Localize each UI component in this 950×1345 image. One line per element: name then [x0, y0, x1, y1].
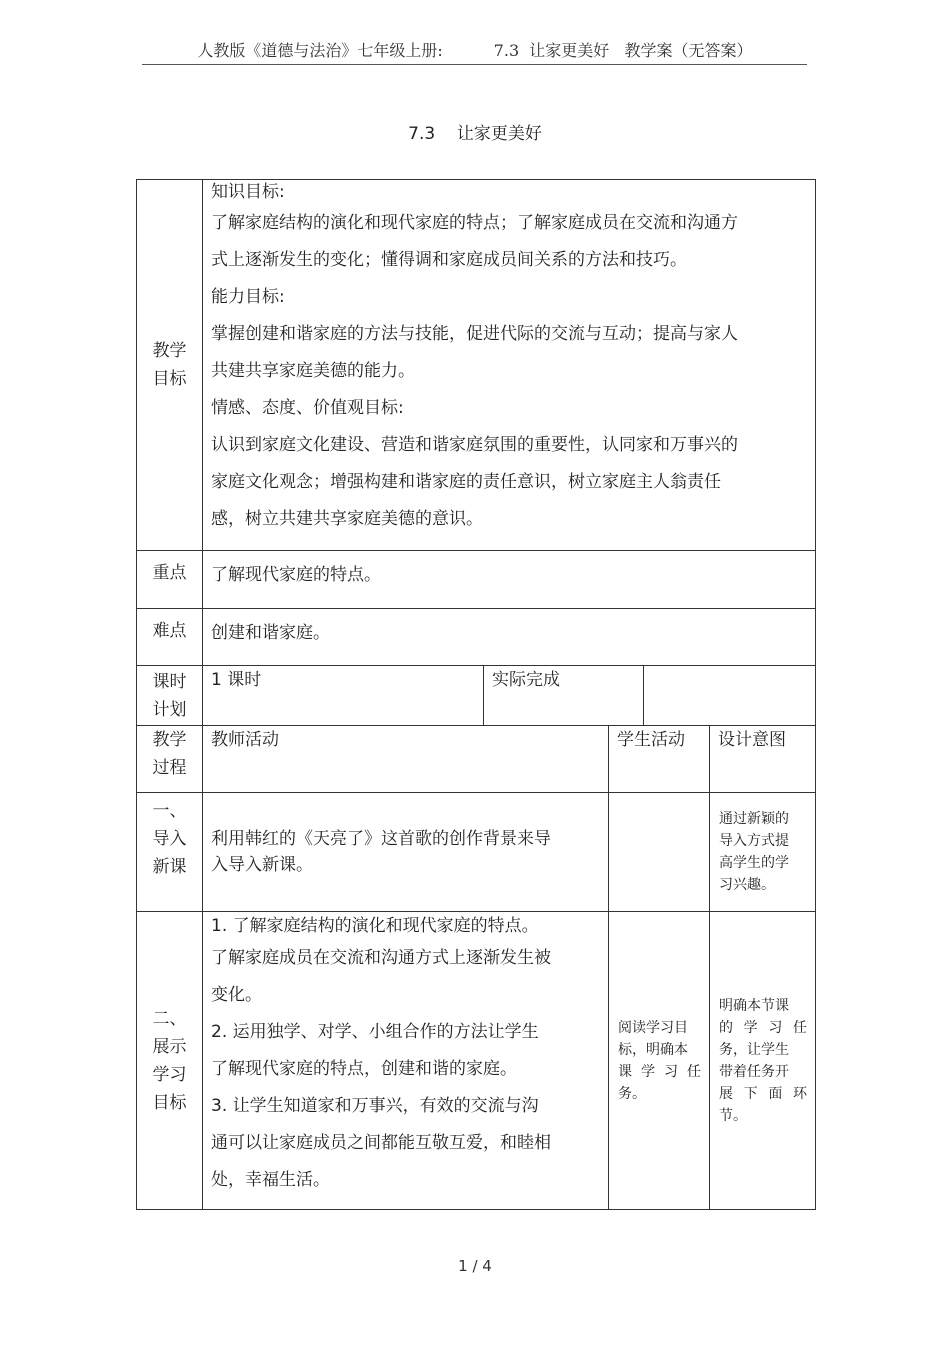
schedule-actual-label: 实际完成 [484, 666, 644, 726]
key-point-label: 重点 [137, 551, 203, 609]
difficulty-row [137, 609, 816, 666]
goals-row [137, 180, 816, 551]
step-row [137, 793, 816, 912]
step-student-activity: 阅读学习目 标，明确本 课学习任 务。 [609, 912, 710, 1210]
goals-line: 掌握创建和谐家庭的方法与技能，促进代际的交流与互动；提高与家人 [211, 324, 738, 344]
goals-line: 感，树立共建共享家庭美德的意识。 [211, 509, 483, 529]
key-point-text: 了解现代家庭的特点。 [203, 551, 816, 609]
step-design-intent: 明确本节课 的学习任 务，让学生 带着任务开 展下面环 节。 [710, 912, 816, 1210]
difficulty-label: 难点 [137, 609, 203, 666]
step-teacher-activity: 利用韩红的《天亮了》这首歌的创作背景来导 入导入新课。 [203, 793, 609, 912]
page-header: 人教版《道德与法治》七年级上册: 7.3 让家更美好 教学案（无答案） [197, 41, 753, 60]
student-activity-header: 学生活动 [609, 726, 710, 793]
goals-content [203, 180, 816, 551]
process-label: 教学 过程 [137, 726, 203, 793]
teacher-activity-header: 教师活动 [203, 726, 609, 793]
goals-line: 式上逐渐发生的变化；懂得调和家庭成员间关系的方法和技巧。 [211, 250, 687, 270]
schedule-hours: 1 课时 [203, 666, 484, 726]
lesson-title: 7.3 让家更美好 [408, 124, 542, 144]
goals-label: 教学 目标 [137, 180, 203, 551]
step-row [137, 912, 816, 1210]
design-intent-header: 设计意图 [710, 726, 816, 793]
step-student-activity [609, 793, 710, 912]
goals-line: 了解家庭结构的演化和现代家庭的特点；了解家庭成员在交流和沟通方 [211, 213, 738, 233]
process-header-row [137, 726, 816, 793]
schedule-actual-value [644, 666, 816, 726]
step-label: 二、 展示 学习 目标 [137, 912, 203, 1210]
goals-line: 认识到家庭文化建设、营造和谐家庭氛围的重要性，认同家和万事兴的 [211, 435, 738, 455]
goals-line: 情感、态度、价值观目标: [211, 398, 404, 418]
goals-line: 家庭文化观念；增强构建和谐家庭的责任意识，树立家庭主人翁责任 [211, 472, 721, 492]
page-number: 1 / 4 [458, 1257, 492, 1275]
difficulty-text: 创建和谐家庭。 [203, 609, 816, 666]
step-design-intent: 通过新颖的 导入方式提 高学生的学 习兴趣。 [710, 793, 816, 912]
header-rule [142, 64, 807, 65]
goals-line: 能力目标: [211, 287, 285, 307]
step-teacher-activity: 1. 了解家庭结构的演化和现代家庭的特点。 了解家庭成员在交流和沟通方式上逐渐发生被 变化。 2. 运用独学、对学、小组合作的方法让学生 了解现代家庭的特点，创建和谐的家庭。 3. 让学生知道家和万事兴，有效的交流与沟 通可以让家庭成员之间都能互敬互爱，和睦相 处，幸福生活。 [203, 912, 609, 1210]
lesson-plan-table [136, 179, 816, 1210]
goals-line: 知识目标: [211, 182, 285, 202]
schedule-label: 课时 计划 [137, 666, 203, 726]
schedule-row [137, 666, 816, 726]
key-point-row [137, 551, 816, 609]
goals-line: 共建共享家庭美德的能力。 [211, 361, 415, 381]
step-label: 一、 导入 新课 [137, 793, 203, 912]
